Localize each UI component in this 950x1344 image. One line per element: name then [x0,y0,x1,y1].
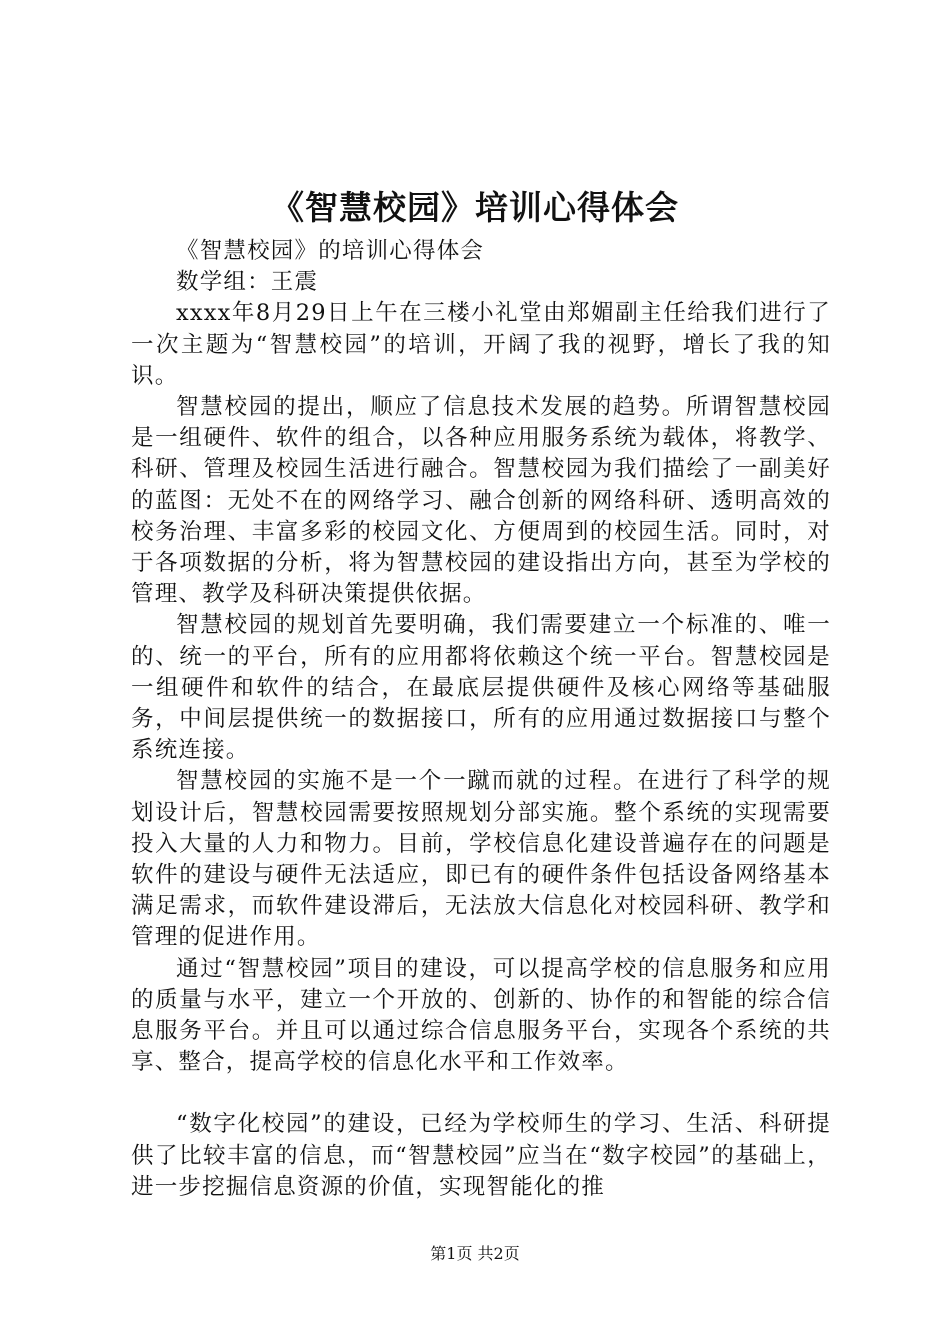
subtitle-paragraph: 《智慧校园》的培训心得体会 [176,238,485,264]
body-paragraph: 智慧校园的规划首先要明确，我们需要建立一个标准的、唯一的、统一的平台，所有的应用都将依赖这个统一平台。智慧校园是一组硬件和软件的结合，在最底层提供硬件及核心网络等基础服务，中间层提供统一的数据接口，所有的应用通过数据接口与整个系统连接。 [131,612,831,764]
body-paragraph: “数字化校园”的建设，已经为学校师生的学习、生活、科研提供了比较丰富的信息，而“智慧校园”应当在“数字校园”的基础上，进一步挖掘信息资源的价值，实现智能化的推 [131,1111,831,1200]
body-paragraph: 智慧校园的实施不是一个一蹴而就的过程。在进行了科学的规划设计后，智慧校园需要按照规划分部实施。整个系统的实现需要投入大量的人力和物力。目前，学校信息化建设普遍存在的问题是软件的建设与硬件无法适应，即已有的硬件条件包括设备网络基本满足需求，而软件建设滞后，无法放大信息化对校园科研、教学和管理的促进作用。 [131,768,831,951]
author-paragraph: 数学组：王震 [176,269,319,296]
document-body [131,236,831,1203]
body-paragraph: 通过“智慧校园”项目的建设，可以提高学校的信息服务和应用的质量与水平，建立一个开放的、创新的、协作的和智能的综合信息服务平台。并且可以通过综合信息服务平台，实现各个系统的共享、整合，提高学校的信息化水平和工作效率。 [131,955,831,1076]
page-number-footer: 第1页 共2页 [430,1244,520,1263]
body-paragraph: 智慧校园的提出，顺应了信息技术发展的趋势。所谓智慧校园是一组硬件、软件的组合，以各种应用服务系统为载体，将教学、科研、管理及校园生活进行融合。智慧校园为我们描绘了一副美好的蓝图：无处不在的网络学习、融合创新的网络科研、透明高效的校务治理、丰富多彩的校园文化、方便周到的校园生活。同时，对于各项数据的分析，将为智慧校园的建设指出方向，甚至为学校的管理、教学及科研决策提供依据。 [131,394,831,608]
body-paragraph: xxxx年8月29日上午在三楼小礼堂由郑媚副主任给我们进行了一次主题为“智慧校园”的培训，开阔了我的视野，增长了我的知识。 [131,300,831,389]
document-title: 《智慧校园》培训心得体会 [271,188,679,227]
